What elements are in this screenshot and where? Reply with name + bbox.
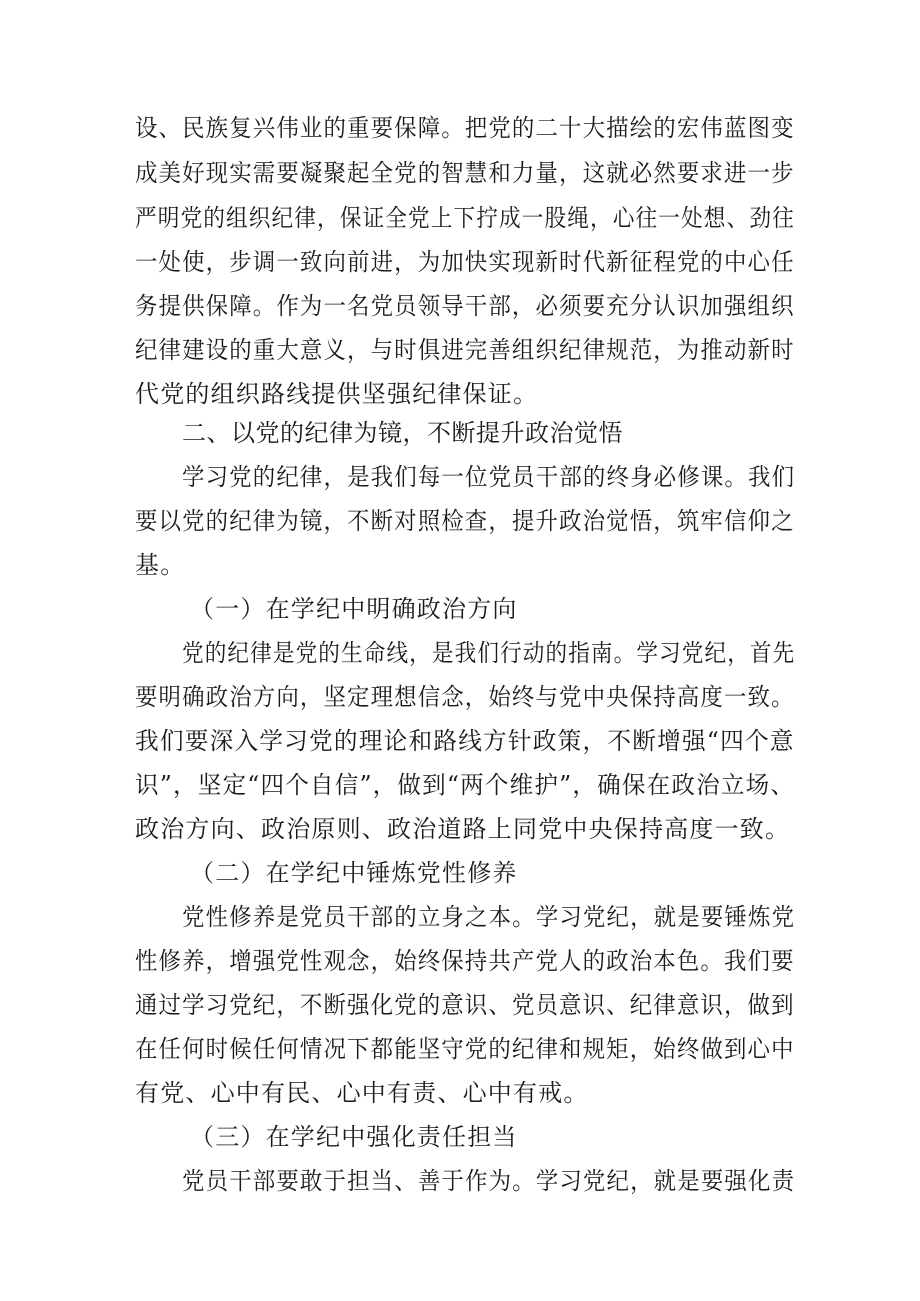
text-line: 识”，坚定“四个自信”，做到“两个维护”，确保在政治立场、 bbox=[135, 771, 796, 799]
text-line: 性修养，增强党性观念，始终保持共产党人的政治本色。我们要 bbox=[135, 947, 795, 975]
text-line: 政治方向、政治原则、政治道路上同党中央保持高度一致。 bbox=[135, 815, 791, 843]
section-heading: 二、以党的纪律为镜，不断提升政治觉悟 bbox=[182, 419, 623, 447]
text-line: 严明党的组织纪律，保证全党上下拧成一股绳，心往一处想、劲往 bbox=[135, 204, 795, 232]
text-line: 在任何时候任何情况下都能坚守党的纪律和规矩，始终做到心中 bbox=[135, 1035, 795, 1063]
text-line: 代党的组织路线提供坚强纪律保证。 bbox=[135, 380, 539, 408]
text-line: 有党、心中有民、心中有责、心中有戒。 bbox=[135, 1079, 589, 1107]
text-line: 通过学习党纪，不断强化党的意识、党员意识、纪律意识，做到 bbox=[135, 991, 795, 1019]
text-line: 党性修养是党员干部的立身之本。学习党纪，就是要锤炼党 bbox=[182, 903, 796, 931]
subsection-title: （一）在学纪中明确政治方向 bbox=[190, 595, 518, 623]
text-line: 务提供保障。作为一名党员领导干部，必须要充分认识加强组织 bbox=[135, 292, 795, 320]
text-line: 我们要深入学习党的理论和路线方针政策，不断增强“四个意 bbox=[135, 727, 795, 755]
text-line: 一处使，步调一致向前进，为加快实现新时代新征程党的中心任 bbox=[135, 248, 795, 276]
text-line: 成美好现实需要凝聚起全党的智慧和力量，这就必然要求进一步 bbox=[135, 159, 795, 187]
subsection-title: （三）在学纪中强化责任担当 bbox=[190, 1123, 518, 1151]
subsection-title: （二）在学纪中锤炼党性修养 bbox=[190, 859, 518, 887]
text-line: 基。 bbox=[135, 551, 186, 579]
text-line: 学习党的纪律，是我们每一位党员干部的终身必修课。我们 bbox=[182, 463, 796, 491]
text-line: 设、民族复兴伟业的重要保障。把党的二十大描绘的宏伟蓝图变 bbox=[135, 114, 795, 142]
text-line: 党员干部要敢于担当、善于作为。学习党纪，就是要强化责 bbox=[182, 1167, 796, 1195]
text-line: 党的纪律是党的生命线，是我们行动的指南。学习党纪，首先 bbox=[182, 639, 796, 667]
text-line: 要明确政治方向，坚定理想信念，始终与党中央保持高度一致。 bbox=[135, 683, 795, 711]
text-line: 要以党的纪律为镜，不断对照检查，提升政治觉悟，筑牢信仰之 bbox=[135, 507, 795, 535]
text-line: 纪律建设的重大意义，与时俱进完善组织纪律规范，为推动新时 bbox=[135, 336, 795, 364]
